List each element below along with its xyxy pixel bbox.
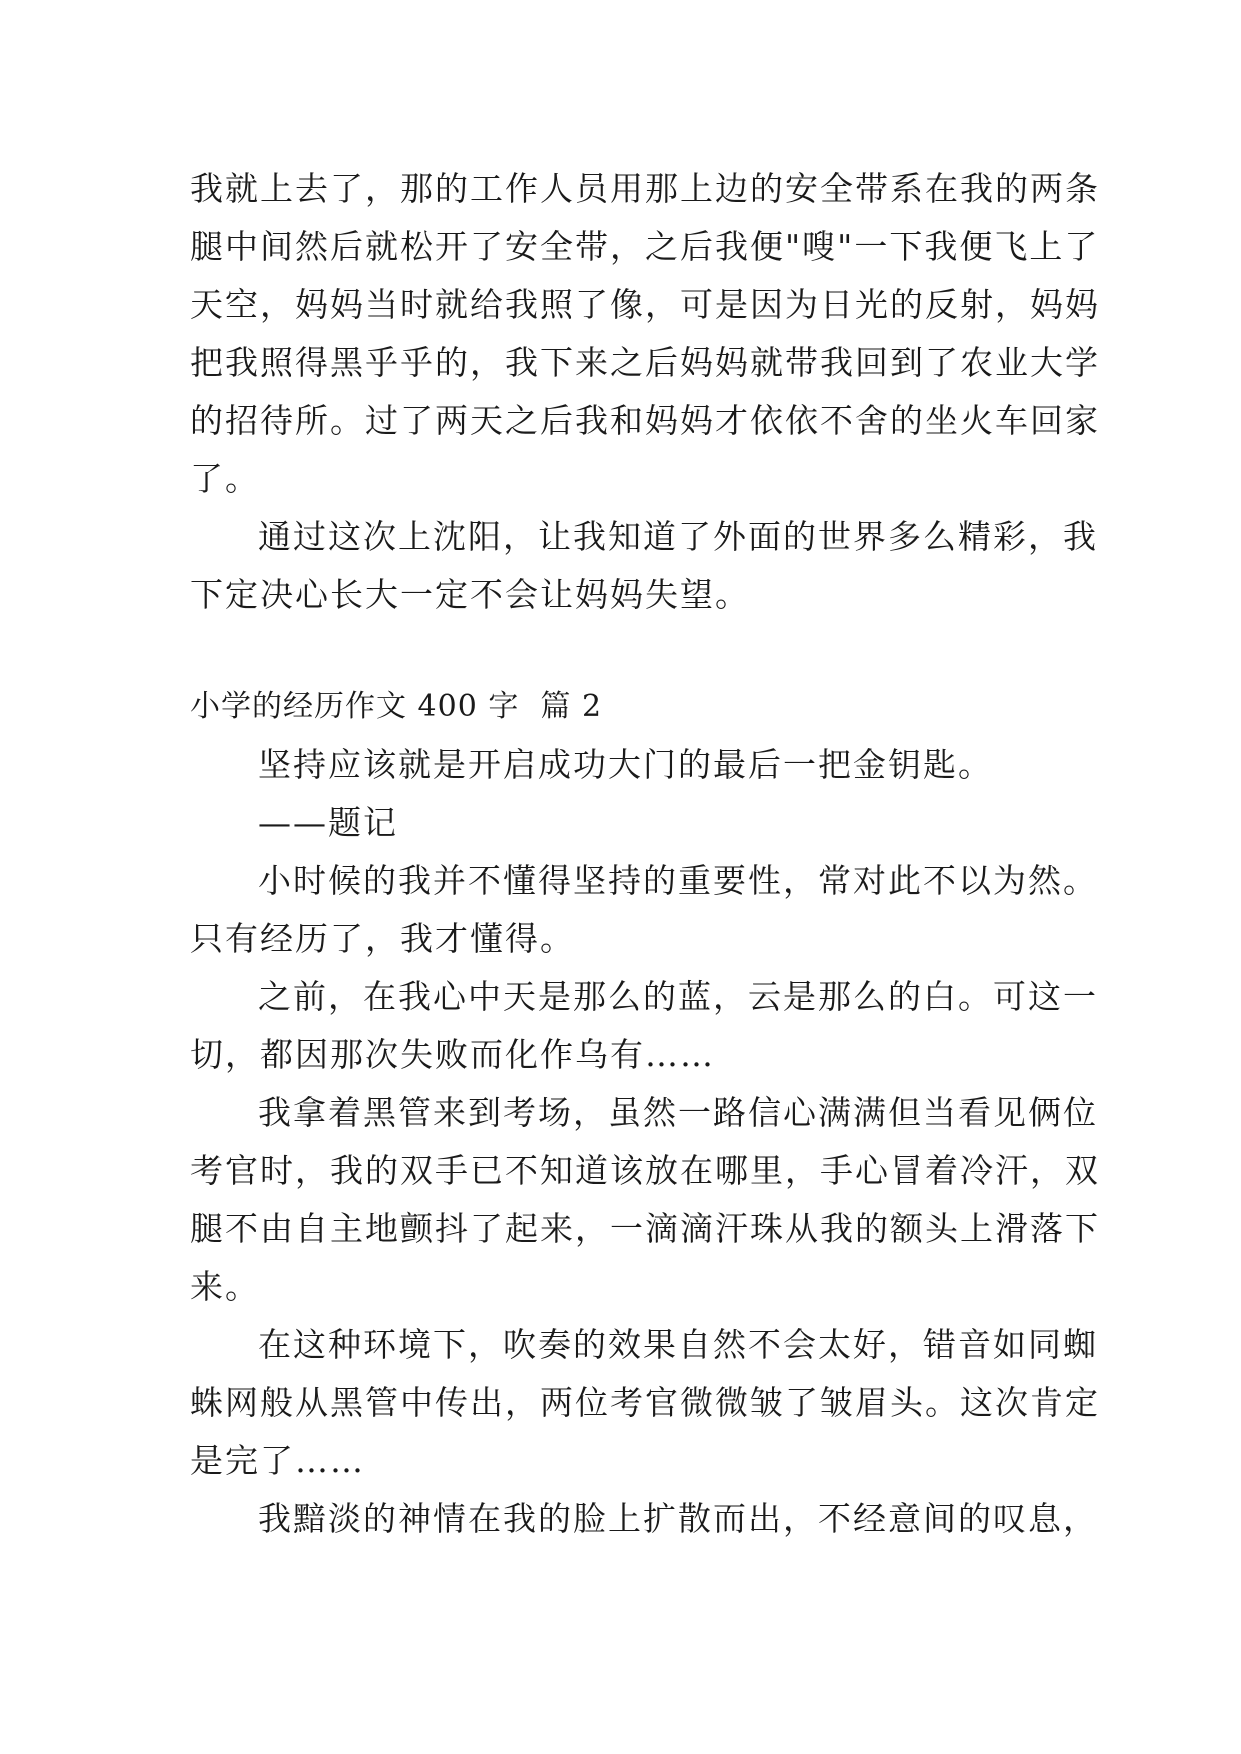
text-line: 的招待所。过了两天之后我和妈妈才依依不舍的坐火车回家 [190,401,1100,440]
text-line: 通过这次上沈阳，让我知道了外面的世界多么精彩，我 [258,517,1098,556]
paragraph [190,968,1098,1084]
paragraph [190,160,1100,508]
text-line: 我拿着黑管来到考场，虽然一路信心满满但当看见俩位 [258,1093,1098,1132]
section-gap [190,624,1070,678]
text-line: 小时候的我并不懂得坚持的重要性，常对此不以为然。 [258,861,1098,900]
paragraph [190,508,1098,624]
text-line: 在这种环境下，吹奏的效果自然不会太好，错音如同蜘 [258,1325,1098,1364]
text-line: 只有经历了，我才懂得。 [190,919,575,958]
text-line: 是完了…… [190,1441,365,1480]
section-heading: 小学的经历作文 400 字 篇 2 [190,689,603,724]
epigraph: 坚持应该就是开启成功大门的最后一把金钥匙。 [258,745,993,784]
paragraph [190,1490,1098,1548]
text-line: 切，都因那次失败而化作乌有…… [190,1035,715,1074]
text-line: 了。 [190,459,260,498]
paragraph [190,1084,1100,1316]
paragraph [190,1316,1100,1490]
text-line: 来。 [190,1267,260,1306]
paragraph [190,852,1098,968]
text-line: 腿中间然后就松开了安全带，之后我便"嗖"一下我便飞上了 [190,227,1100,266]
document-page [190,160,1100,1548]
text-line: 下定决心长大一定不会让妈妈失望。 [190,575,750,614]
text-line: 我黯淡的神情在我的脸上扩散而出，不经意间的叹息， [258,1499,1098,1538]
text-line: 考官时，我的双手已不知道该放在哪里，手心冒着冷汗，双 [190,1151,1100,1190]
text-line: 之前，在我心中天是那么的蓝，云是那么的白。可这一 [258,977,1098,1016]
text-line: 蛛网般从黑管中传出，两位考官微微皱了皱眉头。这次肯定 [190,1383,1100,1422]
epigraph-note: ——题记 [258,803,398,842]
text-line: 腿不由自主地颤抖了起来，一滴滴汗珠从我的额头上滑落下 [190,1209,1100,1248]
text-line: 把我照得黑乎乎的，我下来之后妈妈就带我回到了农业大学 [190,343,1100,382]
text-line: 天空，妈妈当时就给我照了像，可是因为日光的反射，妈妈 [190,285,1100,324]
text-line: 我就上去了，那的工作人员用那上边的安全带系在我的两条 [190,169,1100,208]
